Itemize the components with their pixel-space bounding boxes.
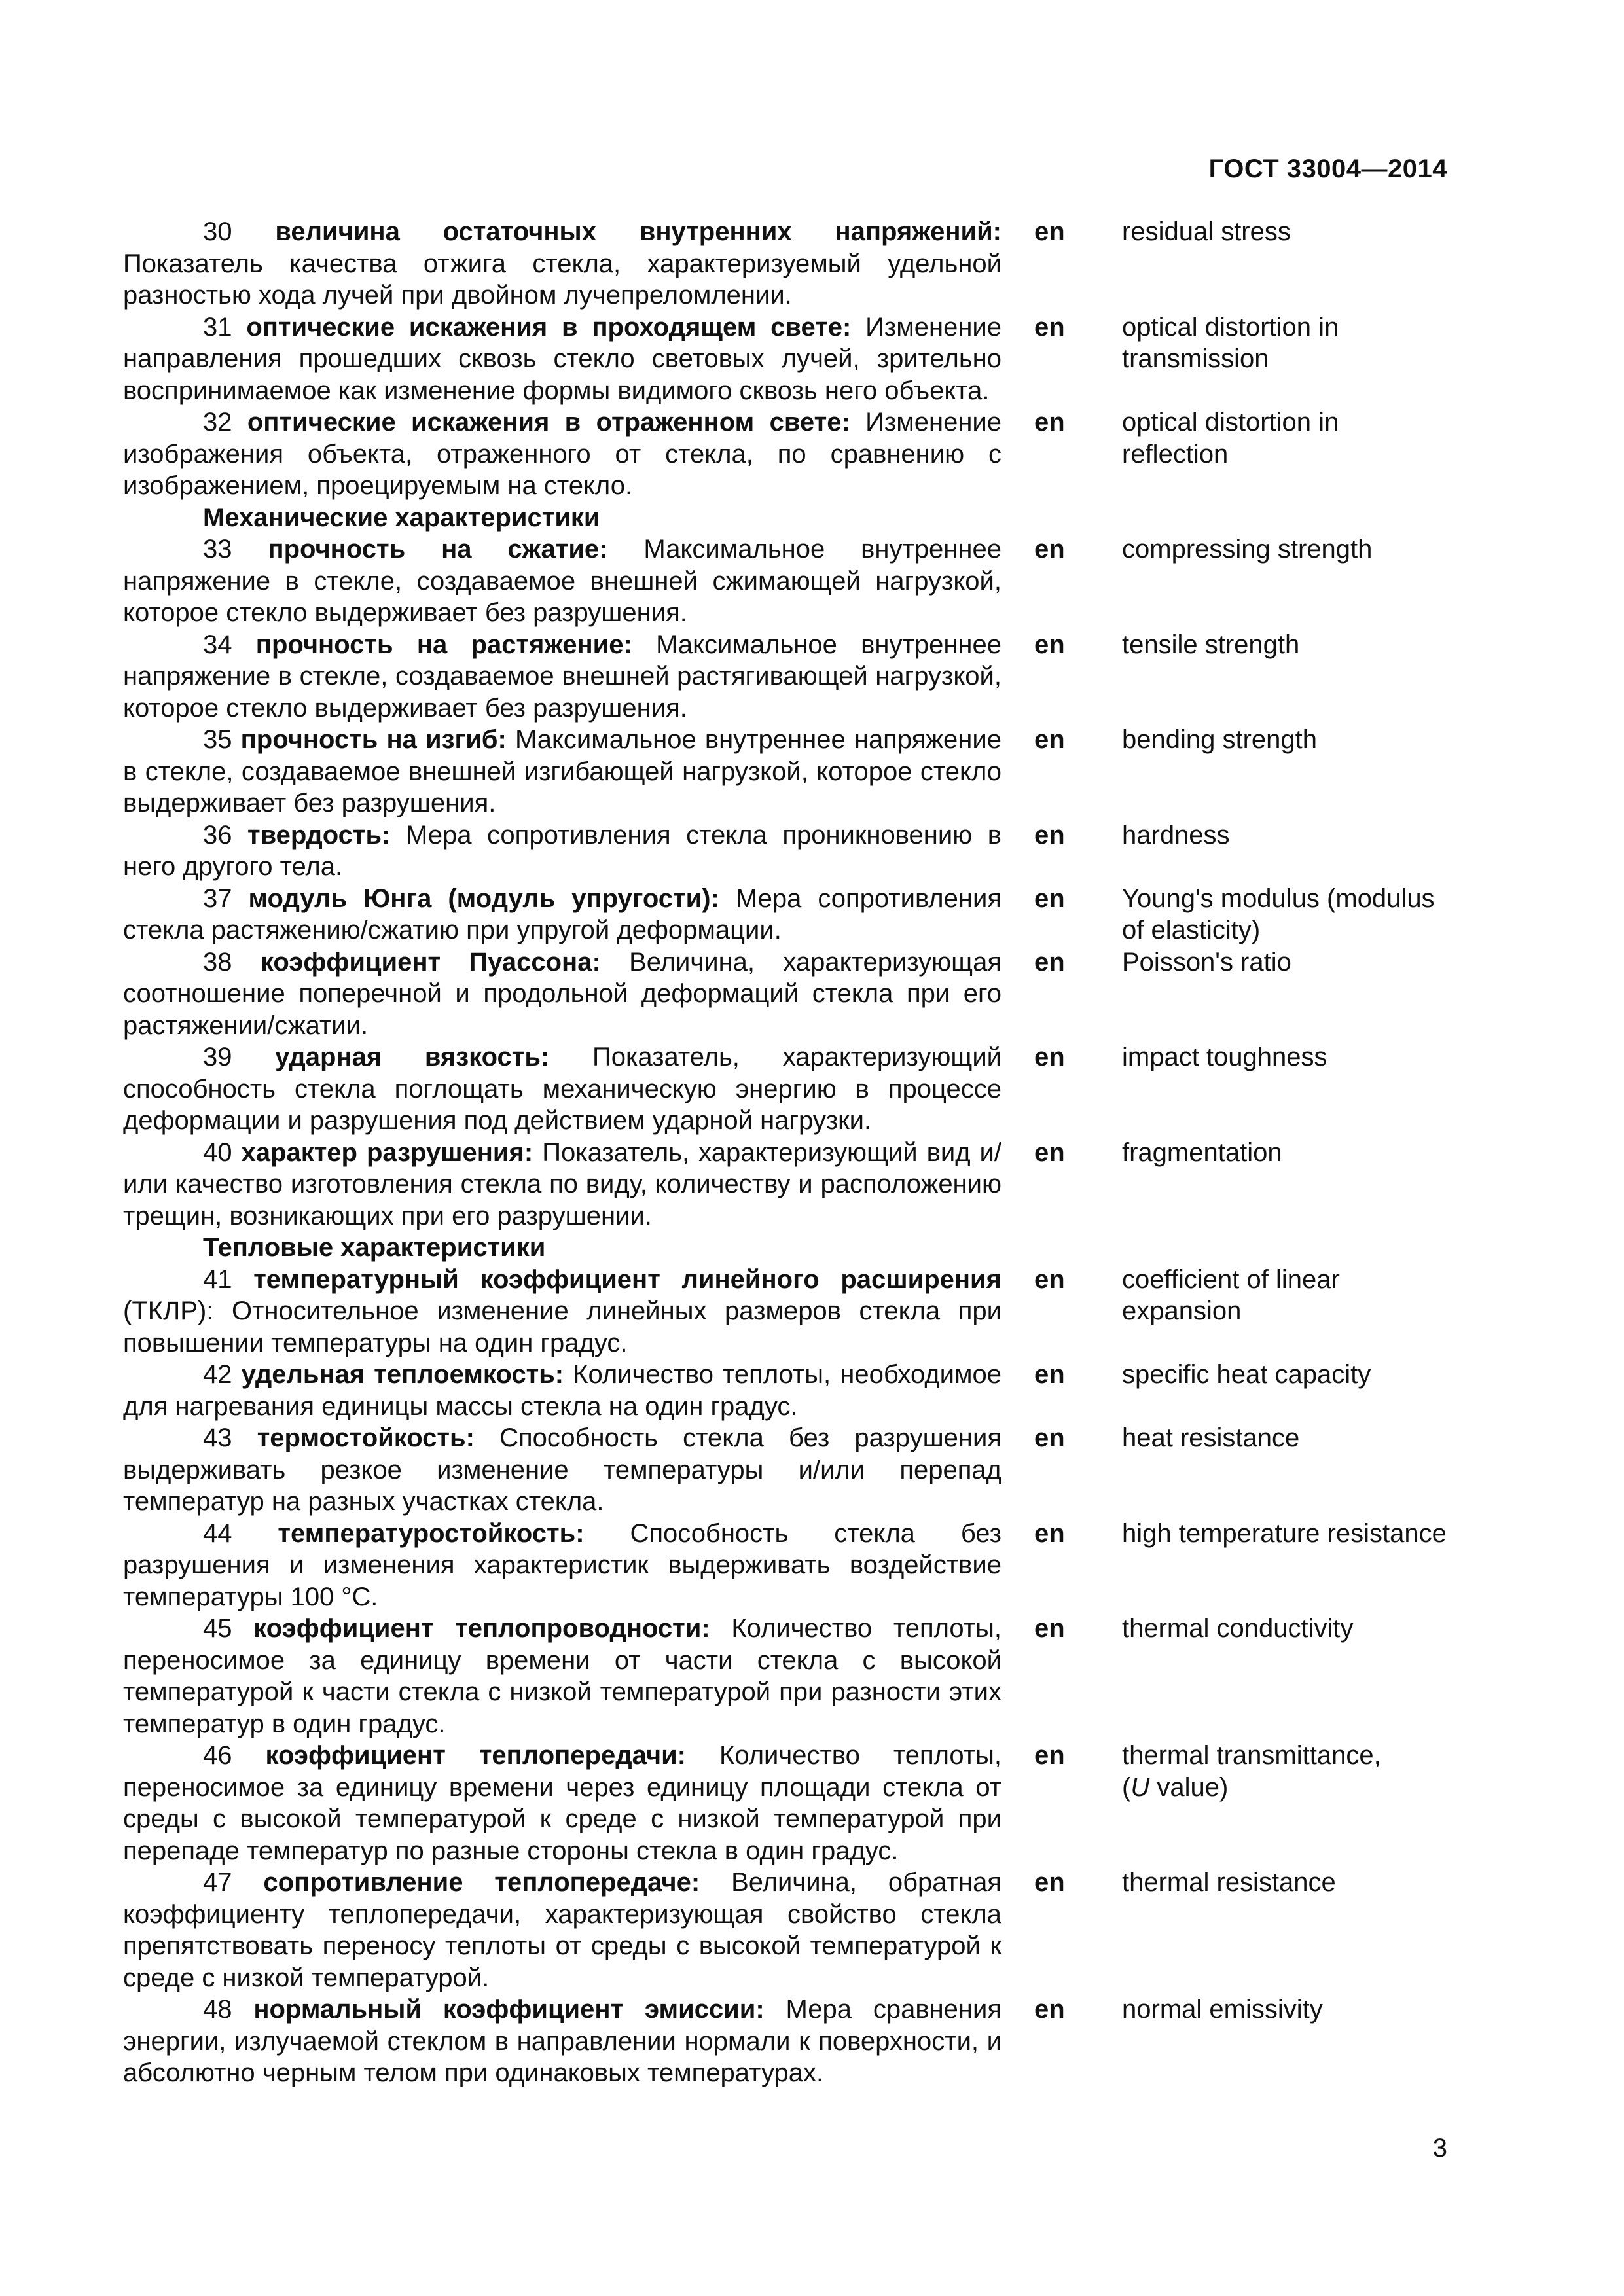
english-equivalent xyxy=(1122,533,1452,629)
term-name: оптические искажения в проходящем свете: xyxy=(246,312,852,342)
term-definition xyxy=(123,883,1001,946)
language-code: en xyxy=(1034,408,1065,437)
term-number: 34 xyxy=(203,630,232,659)
english-equivalent: thermal transmittance, (U value) xyxy=(1122,1741,1381,1802)
term-definition-text: Изменение направления прошедших сквозь стекло световых лучей, зрительно воспринимаемое как изменение формы видимого сквозь него объекта. xyxy=(123,312,1001,405)
term-entry xyxy=(123,1264,1452,1359)
term-definition xyxy=(123,1264,1001,1359)
english-equivalent xyxy=(1122,1867,1452,1994)
language-code: en xyxy=(1034,630,1065,659)
term-number: 33 xyxy=(203,535,232,564)
term-name: температуростойкость: xyxy=(278,1518,585,1548)
page-number: 3 xyxy=(1432,2134,1447,2162)
term-name: твердость: xyxy=(247,820,391,850)
term-number: 40 xyxy=(203,1138,232,1167)
term-entry xyxy=(123,1422,1452,1518)
term-name: нормальный коэффициент эмиссии: xyxy=(253,1995,765,2024)
term-number: 43 xyxy=(203,1424,232,1452)
term-number: 31 xyxy=(203,312,232,342)
term-entry xyxy=(123,216,1452,312)
term-number: 32 xyxy=(203,408,232,437)
term-definition-text: Мера сравнения энергии, излучаемой стеклом в направлении нормали к поверхности, и абсолютно черным телом при одинаковых температурах. xyxy=(123,1995,1002,2087)
term-definition xyxy=(123,1994,1001,2089)
term-entry xyxy=(123,406,1452,502)
english-term: compressing strength xyxy=(1122,535,1373,564)
english-equivalent xyxy=(1122,1359,1452,1422)
term-name: характер разрушения: xyxy=(241,1138,533,1167)
term-definition-text: Количество теплоты, переносимое за единицу времени через единицу площади стекла от среды с высокой температурой к среде с низкой температурой при перепаде температур по разные стороны стекла в один градус. xyxy=(123,1741,1001,1865)
term-name: модуль Юнга (модуль упругости): xyxy=(248,884,719,913)
term-name: прочность на изгиб: xyxy=(240,725,507,754)
language-code: en xyxy=(1034,947,1065,977)
english-term: specific heat capacity xyxy=(1122,1360,1371,1389)
english-term: Poisson's ratio xyxy=(1122,947,1291,977)
term-entry xyxy=(123,724,1452,819)
english-equivalent xyxy=(1122,312,1452,407)
language-code: en xyxy=(1034,884,1065,913)
english-equivalent xyxy=(1122,819,1452,883)
language-code: en xyxy=(1034,1995,1065,2024)
english-equivalent xyxy=(1122,946,1452,1042)
english-term: impact toughness xyxy=(1122,1043,1327,1071)
term-definition xyxy=(123,724,1001,819)
term-definition xyxy=(123,1422,1001,1518)
term-definition xyxy=(123,216,1001,312)
term-number: 39 xyxy=(203,1043,232,1071)
english-term: heat resistance xyxy=(1122,1424,1300,1452)
term-name: прочность на растяжение: xyxy=(255,630,632,659)
term-entry xyxy=(123,312,1452,407)
term-name: оптические искажения в отраженном свете: xyxy=(247,408,850,437)
term-entry xyxy=(123,1518,1452,1613)
language-code: en xyxy=(1034,1360,1065,1389)
term-entry xyxy=(123,533,1452,629)
english-term: residual stress xyxy=(1122,217,1291,246)
english-equivalent xyxy=(1122,1041,1452,1137)
english-equivalent xyxy=(1122,1994,1452,2089)
term-number: 47 xyxy=(203,1868,232,1897)
language-code: en xyxy=(1034,1424,1065,1452)
term-definition-text: Максимальное внутреннее напряжение в стекле, создаваемое внешней изгибающей нагрузкой, которое стекло выдерживает без разрушения. xyxy=(123,725,1001,817)
term-definition xyxy=(123,629,1001,725)
english-term: fragmentation xyxy=(1122,1138,1282,1167)
english-term: Young's modulus (modulus of elasticity) xyxy=(1122,884,1435,944)
term-entry xyxy=(123,1041,1452,1137)
term-definition-text: Показатель, характеризующий вид и/или качество изготовления стекла по виду, количеству и расположению трещин, возникающих при его разрушении. xyxy=(123,1138,1001,1230)
term-definition-text: Количество теплоты, необходимое для нагревания единицы массы стекла на один градус. xyxy=(123,1360,1001,1421)
english-term-extra: value xyxy=(1157,1772,1219,1802)
english-term: thermal transmittance, xyxy=(1122,1741,1381,1770)
english-equivalent xyxy=(1122,1518,1452,1613)
english-term: thermal conductivity xyxy=(1122,1614,1354,1643)
term-name: термостойкость: xyxy=(257,1424,475,1452)
term-definition xyxy=(123,1740,1001,1867)
term-definition xyxy=(123,406,1001,502)
language-code: en xyxy=(1034,1043,1065,1071)
term-entry xyxy=(123,819,1452,883)
term-entry xyxy=(123,1994,1452,2089)
section-heading: Тепловые характеристики xyxy=(203,1233,546,1262)
term-name: удельная теплоемкость: xyxy=(241,1360,564,1389)
term-name: ударная вязкость: xyxy=(275,1043,550,1071)
english-equivalent xyxy=(1122,406,1452,502)
language-code: en xyxy=(1034,1868,1065,1897)
term-definition-text: Показатель качества отжига стекла, характеризуемый удельной разностью хода лучей при двойном лучепреломлении. xyxy=(123,249,1001,310)
term-number: 37 xyxy=(203,884,232,913)
english-term: optical distortion in transmission xyxy=(1122,312,1339,373)
term-definition xyxy=(123,533,1001,629)
term-number: 35 xyxy=(203,725,232,754)
term-number: 41 xyxy=(203,1265,232,1294)
term-definition-text: Показатель, характеризующий способность стекла поглощать механическую энергию в процессе деформации и разрушения под действием ударной нагрузки. xyxy=(123,1043,1002,1135)
term-entry xyxy=(123,883,1452,946)
english-equivalent xyxy=(1122,1137,1452,1232)
term-entry xyxy=(123,629,1452,725)
term-definition-text: Количество теплоты, переносимое за единицу времени от части стекла с высокой температурой к части стекла с низкой температурой при разности этих температур в один градус. xyxy=(123,1614,1001,1738)
term-definition xyxy=(123,1867,1001,1994)
term-name: коэффициент Пуассона: xyxy=(260,947,601,977)
english-term: thermal resistance xyxy=(1122,1868,1336,1897)
term-entry xyxy=(123,1867,1452,1994)
term-entry xyxy=(123,1740,1452,1867)
english-term: coefficient of linear expansion xyxy=(1122,1265,1340,1325)
term-number: 44 xyxy=(203,1518,232,1548)
term-entry xyxy=(123,1359,1452,1422)
english-term: high temperature resistance xyxy=(1122,1518,1447,1548)
term-number: 42 xyxy=(203,1360,232,1389)
english-term: tensile strength xyxy=(1122,630,1300,659)
english-term: normal emissivity xyxy=(1122,1995,1323,2024)
language-code: en xyxy=(1034,1518,1065,1548)
term-definition xyxy=(123,1359,1001,1422)
term-definition-text: Изменение изображения объекта, отраженного от стекла, по сравнению с изображением, проецируемым на стекло. xyxy=(123,408,1001,500)
term-name: прочность на сжатие: xyxy=(268,535,608,564)
term-entry xyxy=(123,1137,1452,1232)
english-equivalent xyxy=(1122,629,1452,725)
term-number: 36 xyxy=(203,820,232,850)
term-name: коэффициент теплопередачи: xyxy=(265,1741,686,1770)
term-name: температурный коэффициент линейного расширения xyxy=(253,1265,1001,1294)
term-name: сопротивление теплопередаче: xyxy=(263,1868,700,1897)
standard-header: ГОСТ 33004—2014 xyxy=(1208,154,1447,183)
language-code: en xyxy=(1034,312,1065,342)
terms-list xyxy=(123,216,1452,2089)
term-name: коэффициент теплопроводности: xyxy=(253,1614,710,1643)
term-definition-text: Мера сопротивления стекла проникновению в него другого тела. xyxy=(123,820,1001,881)
english-equivalent xyxy=(1122,883,1452,946)
language-code: en xyxy=(1034,1138,1065,1167)
term-definition xyxy=(123,1137,1001,1232)
term-definition xyxy=(123,1041,1001,1137)
english-term: bending strength xyxy=(1122,725,1318,754)
term-definition xyxy=(123,946,1001,1042)
term-name: величина остаточных внутренних напряжений: xyxy=(275,217,1001,246)
term-number: 48 xyxy=(203,1995,232,2024)
term-definition xyxy=(123,1518,1001,1613)
section-heading: Механические характеристики xyxy=(203,503,600,532)
term-definition-text: Мера сопротивления стекла растяжению/сжатию при упругой деформации. xyxy=(123,884,1001,944)
term-definition-text: Величина, обратная коэффициенту теплопередачи, характеризующая свойство стекла препятствовать переносу теплоты от среды с высокой температурой к среде с низкой температурой. xyxy=(123,1868,1001,1992)
term-definition-text: Величина, характеризующая соотношение поперечной и продольной деформаций стекла при его растяжении/сжатии. xyxy=(123,947,1001,1040)
english-equivalent xyxy=(1122,1613,1452,1740)
language-code: en xyxy=(1034,1614,1065,1643)
term-entry xyxy=(123,946,1452,1042)
language-code: en xyxy=(1034,1741,1065,1770)
term-entry xyxy=(123,1613,1452,1740)
term-number: 38 xyxy=(203,947,232,977)
english-term: optical distortion in reflection xyxy=(1122,408,1339,469)
term-definition-text: Максимальное внутреннее напряжение в стекле, создаваемое внешней растягивающей нагрузкой, которое стекло выдерживает без разрушения. xyxy=(123,630,1001,723)
term-definition xyxy=(123,1613,1001,1740)
language-code: en xyxy=(1034,535,1065,564)
english-term-symbol: U xyxy=(1130,1772,1150,1802)
term-definition xyxy=(123,312,1001,407)
term-definition-text: Способность стекла без разрушения выдерживать резкое изменение температуры и/или перепад температур на разных участках стекла. xyxy=(123,1424,1001,1516)
language-code: en xyxy=(1034,217,1065,246)
english-equivalent xyxy=(1122,1422,1452,1518)
english-term: hardness xyxy=(1122,820,1230,850)
english-equivalent xyxy=(1122,724,1452,819)
english-equivalent xyxy=(1122,216,1452,312)
language-code: en xyxy=(1034,820,1065,850)
term-number: 46 xyxy=(203,1741,232,1770)
term-definition-text: Максимальное внутреннее напряжение в стекле, создаваемое внешней сжимающей нагрузкой, которое стекло выдерживает без разрушения. xyxy=(123,535,1001,627)
term-definition-text: (ТКЛР): Относительное изменение линейных размеров стекла при повышении температуры на один градус. xyxy=(123,1297,1001,1357)
language-code: en xyxy=(1034,725,1065,754)
term-definition-text: Способность стекла без разрушения и изменения характеристик выдерживать воздействие температуры 100 °С. xyxy=(123,1518,1001,1611)
term-number: 45 xyxy=(203,1614,232,1643)
language-code: en xyxy=(1034,1265,1065,1294)
term-definition xyxy=(123,819,1001,883)
term-number: 30 xyxy=(203,217,232,246)
english-equivalent xyxy=(1122,1264,1452,1359)
